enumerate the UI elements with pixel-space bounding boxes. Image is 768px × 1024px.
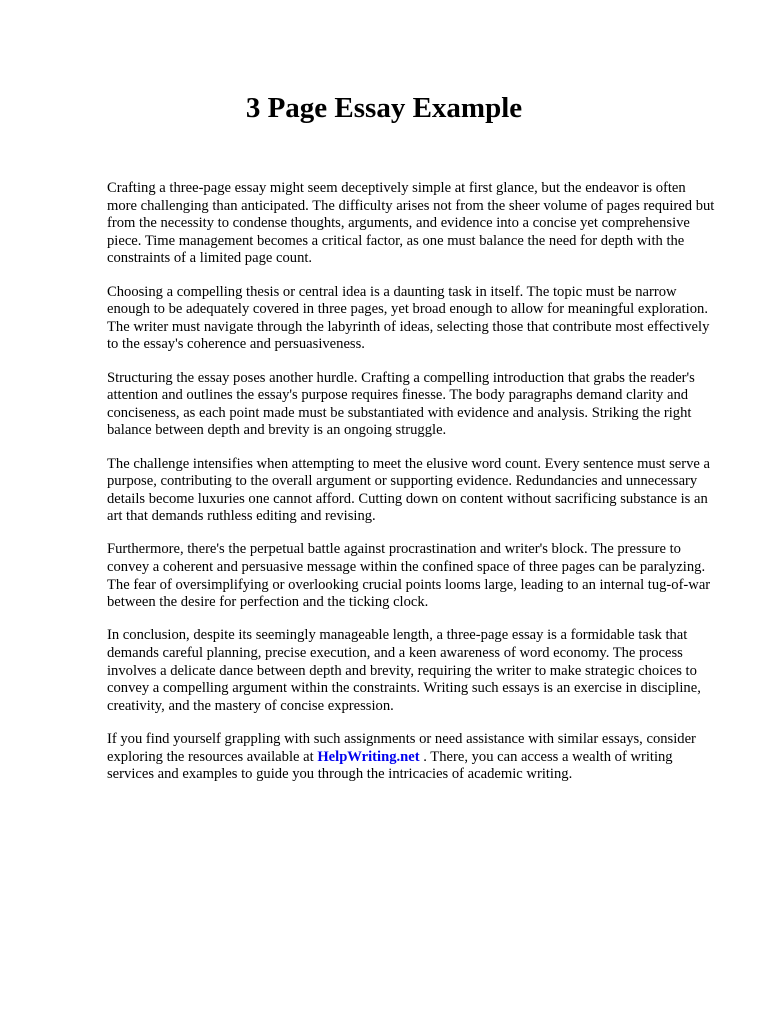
paragraph-4: The challenge intensifies when attempting to meet the elusive word count. Every sentence must serve a purpose, contributing to the overall argument or supporting evidence. Redundancies and unnecessary details become luxuries one cannot afford. Cutting down on content without sacrificing substance is an art that demands ruthless editing and revising. xyxy=(107,455,711,525)
paragraph-7-after-link: . There, you can access a wealth of writing services and examples to guide you through the intricacies of academic writing. xyxy=(107,748,673,783)
helpwriting-link[interactable]: HelpWriting.net xyxy=(317,748,420,765)
paragraph-5: Furthermore, there's the perpetual battle against procrastination and writer's block. The pressure to convey a coherent and persuasive message within the confined space of three pages can be paralyzing. The fear of oversimplifying or overlooking crucial points looms large, leading to an internal tug-of-war between the desire for perfection and the ticking clock. xyxy=(107,541,711,611)
paragraph-3: Structuring the essay poses another hurdle. Crafting a compelling introduction that grabs the reader's attention and outlines the essay's purpose requires finesse. The body paragraphs demand clarity and conciseness, as each point made must be substantiated with evidence and analysis. Striking the right balance between depth and brevity is an ongoing struggle. xyxy=(107,369,695,439)
document-body xyxy=(107,180,719,799)
paragraph-7-before-link: If you find yourself grappling with such assignments or need assistance with similar essays, consider exploring the resources available at xyxy=(107,731,696,765)
paragraph-7 xyxy=(107,731,719,784)
paragraph-2: Choosing a compelling thesis or central idea is a daunting task in itself. The topic must be narrow enough to be adequately covered in three pages, yet broad enough to allow for meaningful exploration. The writer must navigate through the labyrinth of ideas, selecting those that contribute most effectively to the essay's coherence and persuasiveness. xyxy=(107,283,710,353)
document-title: 3 Page Essay Example xyxy=(245,92,523,124)
paragraph-1: Crafting a three-page essay might seem deceptively simple at first glance, but the endeavor is often more challenging than anticipated. The difficulty arises not from the sheer volume of pages required but from the necessity to condense thoughts, arguments, and evidence into a concise yet comprehensive piece. Time management becomes a critical factor, as one must balance the need for depth with the constraints of a limited page count. xyxy=(107,180,715,267)
paragraph-6: In conclusion, despite its seemingly manageable length, a three-page essay is a formidable task that demands careful planning, precise execution, and a keen awareness of word economy. The process involves a delicate dance between depth and brevity, requiring the writer to make strategic choices to convey a compelling argument within the constraints. Writing such essays is an exercise in discipline, creativity, and the mastery of concise expression. xyxy=(107,627,701,714)
